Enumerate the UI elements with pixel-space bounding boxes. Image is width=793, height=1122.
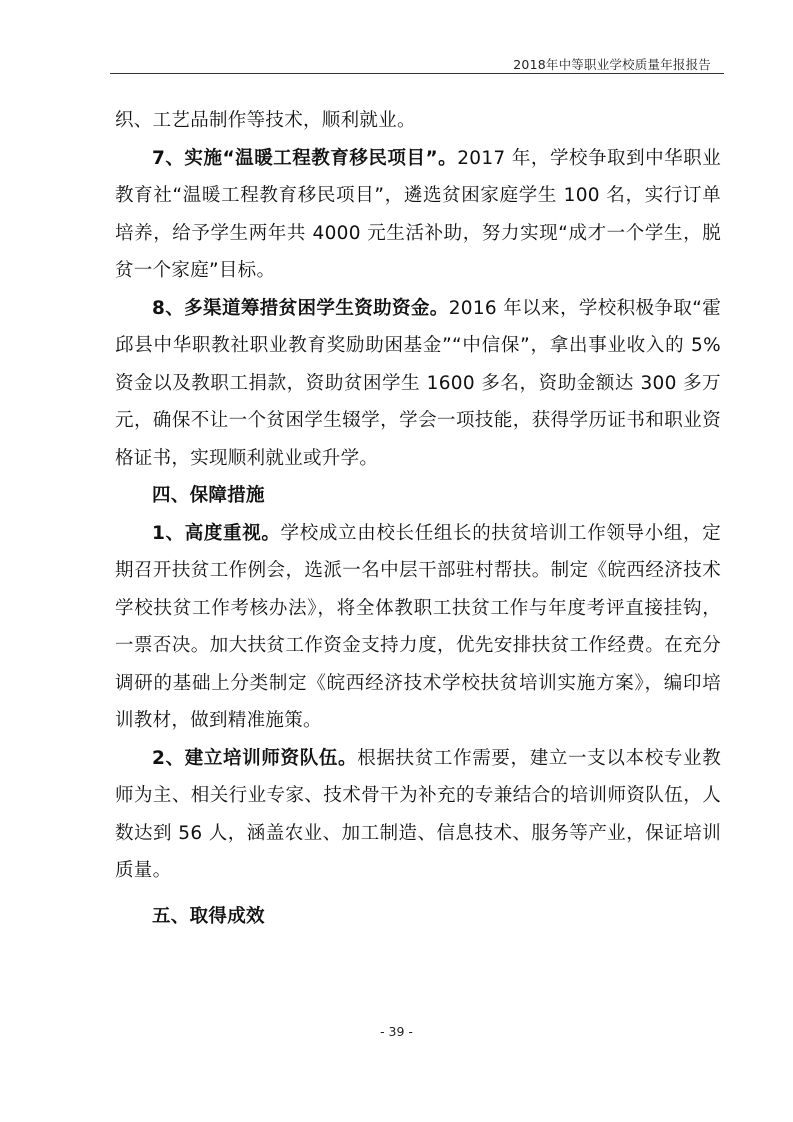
header-rule [110,73,724,74]
document-body [115,102,721,935]
paragraph-continuation [115,102,721,140]
paragraph-item-7 [115,140,721,290]
section-heading-5: 五、取得成效 [152,905,265,927]
page-number: - 39 - [380,1024,413,1039]
paragraph-text: 根据扶贫工作需要，建立一支以本校专业教师为主、相关行业专家、技术骨干为补充的专兼结合的培训师资队伍，人数达到 56 人，涵盖农业、加工制造、信息技术、服务等产业，保证培训质量。 [115,747,721,881]
paragraph-lead: 7、实施“温暖工程教育移民项目”。 [152,147,458,169]
paragraph-item-8 [115,290,721,478]
section-heading-4: 四、保障措施 [152,485,265,506]
page-header [0,0,793,75]
header-title: 2018年中等职业学校质量年报报告 [513,57,711,72]
paragraph-measure-2 [115,740,721,890]
paragraph-text: 2017 年，学校争取到中华职业教育社“温暖工程教育移民项目”，遴选贫困家庭学生 100 名，实行订单培养，给予学生两年共 4000 元生活补助，努力实现“成才一个学生，脱贫一个家庭”目标。 [115,147,721,281]
paragraph-measure-1 [115,515,721,740]
paragraph-lead: 2、建立培训师资队伍。 [152,747,358,769]
paragraph-text: 织、工艺品制作等技术，顺利就业。 [115,110,416,131]
paragraph-text: 2016 年以来，学校积极争取“霍邱县中华职教社职业教育奖励助困基金”“中信保”，拿出事业收入的 5%资金以及教职工捐款，资助贫困学生 1600 多名，资助金额达 300 多万元，确保不让一个贫困学生辍学，学会一项技能，获得学历证书和职业资格证书，实现顺利就业或升学。 [115,297,721,469]
paragraph-lead: 1、高度重视。 [152,522,281,544]
paragraph-lead: 8、多渠道筹措贫困学生资助资金。 [152,297,449,319]
paragraph-text: 学校成立由校长任组长的扶贫培训工作领导小组，定期召开扶贫工作例会，选派一名中层干部驻村帮扶。制定《皖西经济技术学校扶贫工作考核办法》，将全体教职工扶贫工作与年度考评直接挂钩，一票否决。加大扶贫工作资金支持力度，优先安排扶贫工作经费。在充分调研的基础上分类制定《皖西经济技术学校扶贫培训实施方案》，编印培训教材，做到精准施策。 [115,522,721,731]
